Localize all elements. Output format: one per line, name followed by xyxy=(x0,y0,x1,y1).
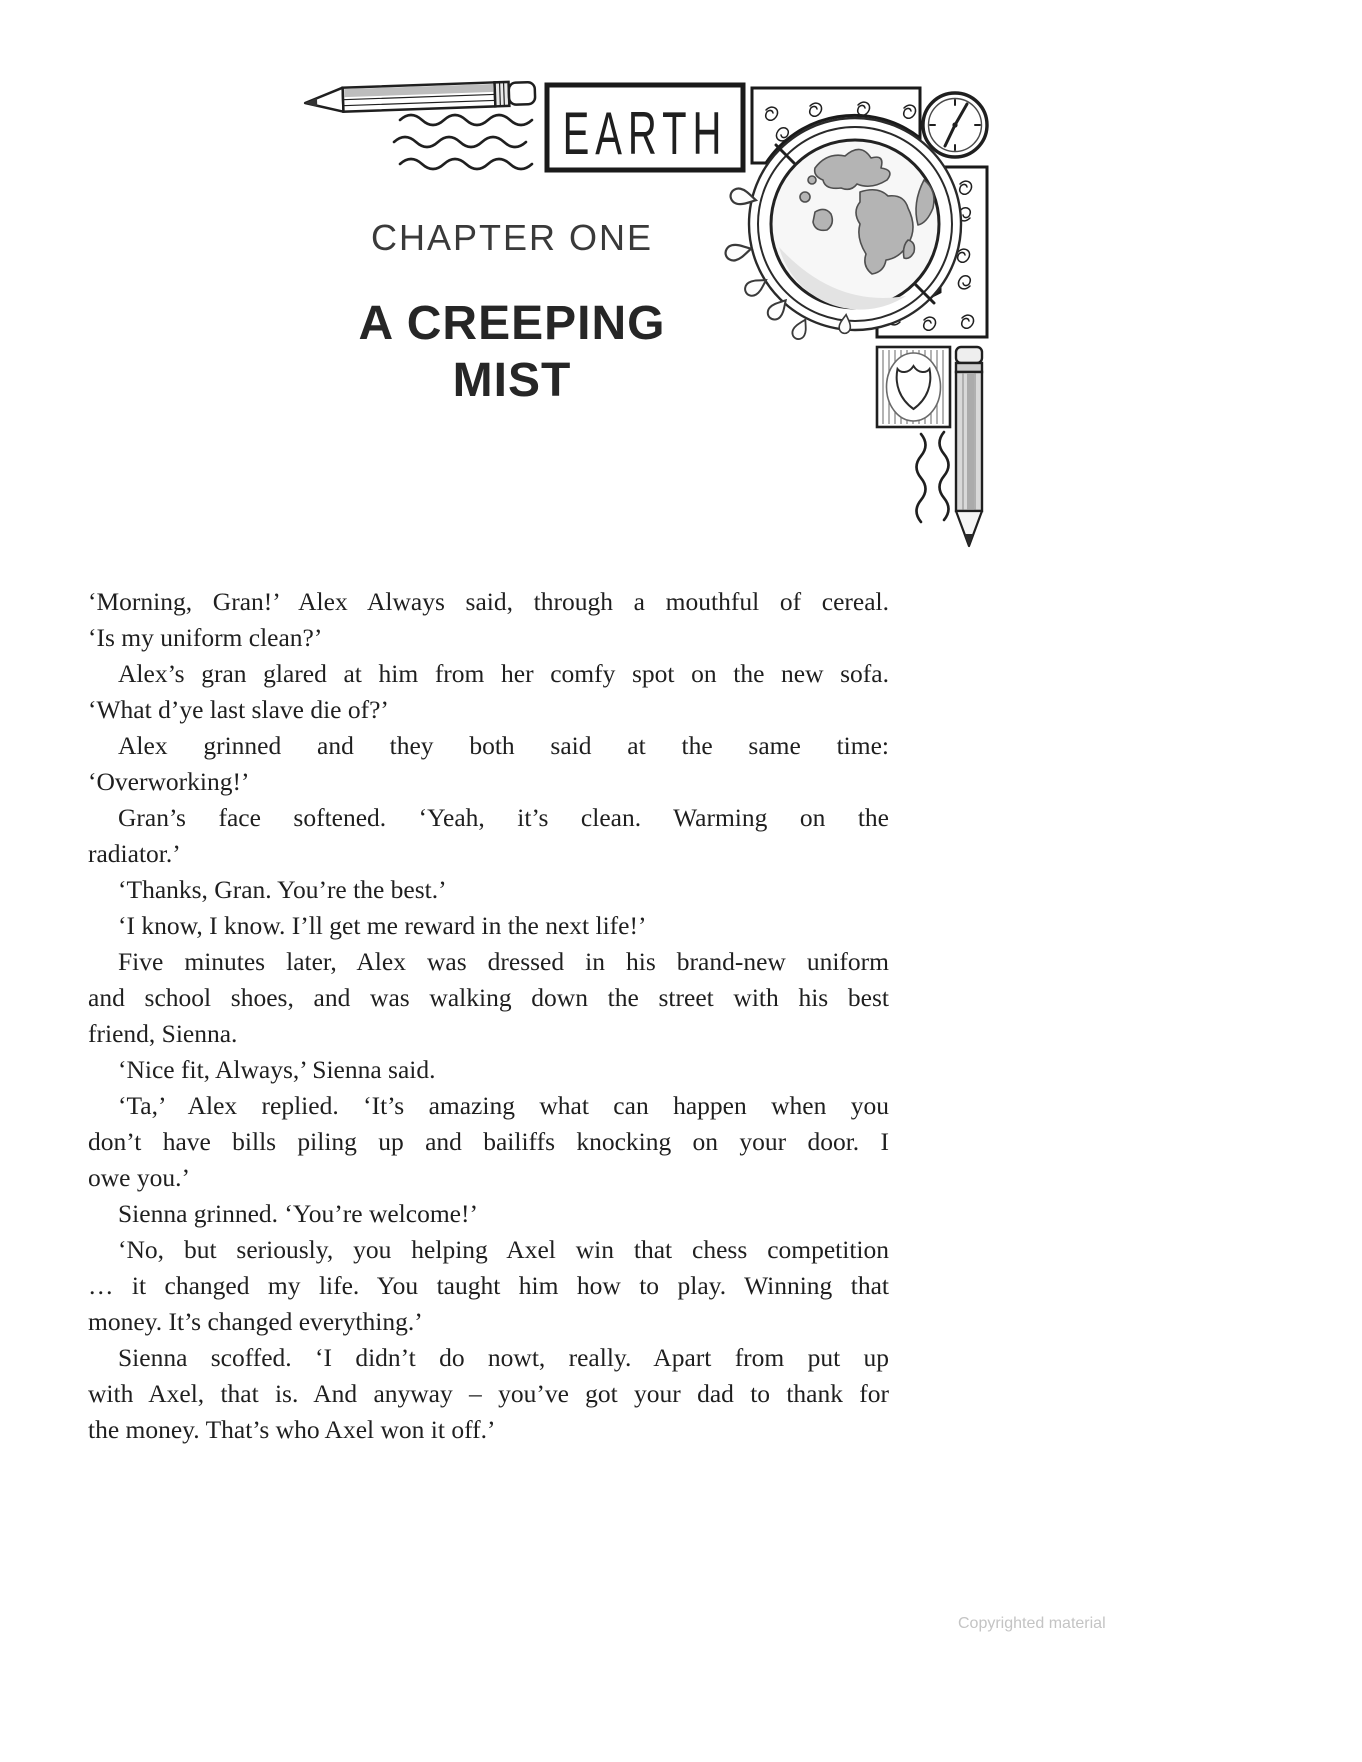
body-line: Gran’s face softened. ‘Yeah, it’s clean. Warming on the xyxy=(118,803,889,832)
wavy-lines-icon xyxy=(394,115,532,169)
body-text xyxy=(88,584,889,1448)
body-line: with Axel, that is. And anyway – you’ve got your dad to thank for xyxy=(88,1379,889,1408)
earth-banner xyxy=(547,85,743,170)
chapter-title-line-1: A CREEPING xyxy=(358,297,666,350)
body-line: ‘Overworking!’ xyxy=(88,767,250,796)
paragraph xyxy=(88,1232,889,1340)
body-line: don’t have bills piling up and bailiffs knocking on your door. I xyxy=(88,1127,889,1156)
paragraph xyxy=(88,1340,889,1448)
body-line: … it changed my life. You taught him how to play. Winning that xyxy=(88,1271,889,1300)
body-line: Sienna grinned. ‘You’re welcome!’ xyxy=(118,1199,478,1228)
body-line: ‘Is my uniform clean?’ xyxy=(88,623,323,652)
body-line: ‘Thanks, Gran. You’re the best.’ xyxy=(118,875,447,904)
pencil-vertical-icon xyxy=(956,347,982,546)
pencil-horizontal-icon xyxy=(305,81,536,113)
body-line: the money. That’s who Axel won it off.’ xyxy=(88,1415,496,1444)
chapter-title xyxy=(212,295,812,409)
body-line: ‘No, but seriously, you helping Axel win that chess competition xyxy=(118,1235,889,1264)
body-line: and school shoes, and was walking down the street with his best xyxy=(88,983,889,1012)
clock-icon xyxy=(923,93,987,157)
paragraph xyxy=(88,1088,889,1196)
body-line: Sienna scoffed. ‘I didn’t do nowt, really. Apart from put up xyxy=(118,1343,889,1372)
chapter-title-line-2: MIST xyxy=(452,354,572,407)
shield-stamp-icon xyxy=(877,347,950,427)
paragraph xyxy=(88,872,889,908)
paragraph xyxy=(88,584,889,656)
earth-banner-word: EARTH xyxy=(562,99,728,167)
body-line: radiator.’ xyxy=(88,839,181,868)
paragraph xyxy=(88,728,889,800)
body-line: ‘Ta,’ Alex replied. ‘It’s amazing what can happen when you xyxy=(118,1091,889,1120)
copyright-watermark: Copyrighted material xyxy=(958,1615,1106,1632)
paragraph xyxy=(88,656,889,728)
body-line: friend, Sienna. xyxy=(88,1019,238,1048)
paragraph xyxy=(88,1196,889,1232)
paragraph xyxy=(88,1052,889,1088)
chapter-kicker: CHAPTER ONE xyxy=(370,217,654,258)
body-line: ‘Nice fit, Always,’ Sienna said. xyxy=(118,1055,436,1084)
body-line: money. It’s changed everything.’ xyxy=(88,1307,423,1336)
body-line: ‘What d’ye last slave die of?’ xyxy=(88,695,389,724)
body-line: ‘Morning, Gran!’ Alex Always said, through a mouthful of cereal. xyxy=(88,587,889,616)
body-line: Five minutes later, Alex was dressed in his brand-new uniform xyxy=(118,947,889,976)
paragraph xyxy=(88,908,889,944)
body-line: ‘I know, I know. I’ll get me reward in the next life!’ xyxy=(118,911,647,940)
paragraph xyxy=(88,800,889,872)
body-line: Alex’s gran glared at him from her comfy spot on the new sofa. xyxy=(118,659,889,688)
paragraph xyxy=(88,944,889,1052)
body-line: owe you.’ xyxy=(88,1163,190,1192)
body-line: Alex grinned and they both said at the same time: xyxy=(118,731,889,760)
squiggle-lines-icon xyxy=(917,432,949,522)
